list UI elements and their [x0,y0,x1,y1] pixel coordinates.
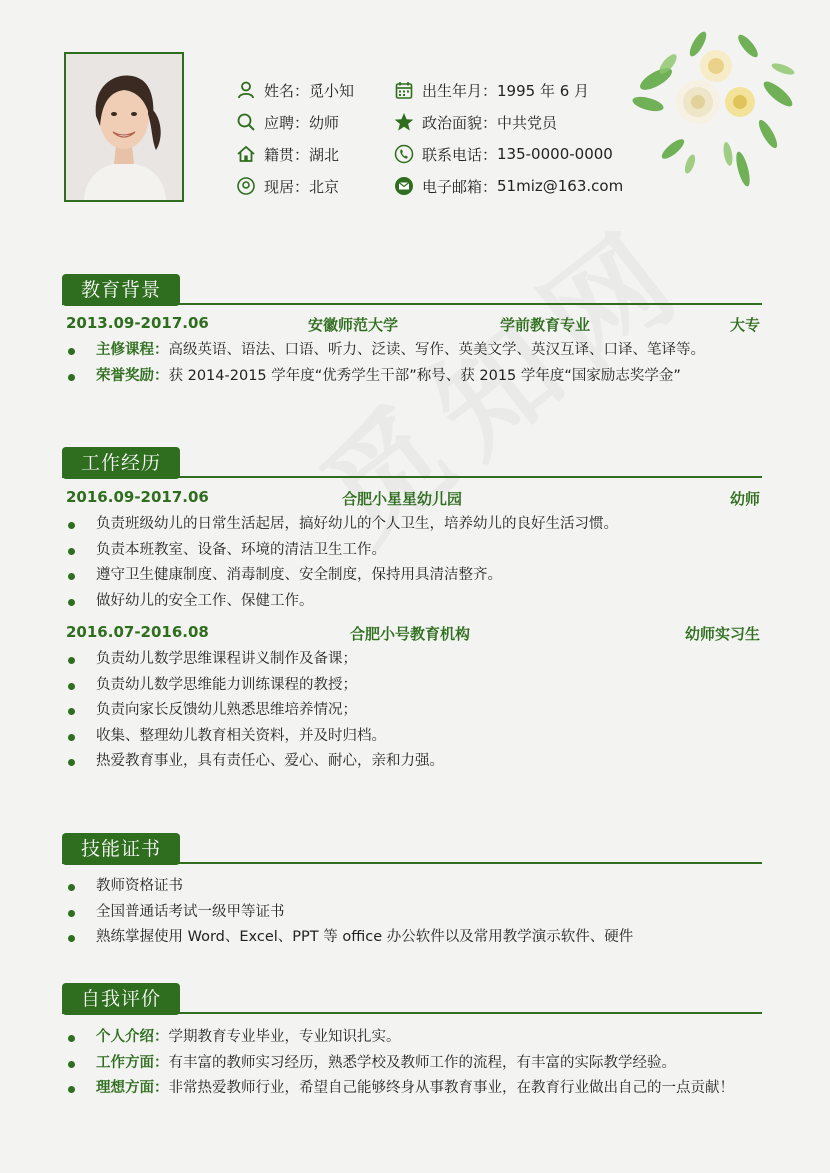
apply-label: 应聘： [264,113,310,132]
work-heading: 工作经历 [62,447,180,479]
profile-photo [64,52,184,202]
search-icon [236,112,256,132]
info-phone [394,142,613,166]
phone-label: 联系电话： [422,145,498,164]
user-icon [236,80,256,100]
education-heading: 教育背景 [62,274,180,306]
residence-value: 北京 [309,177,340,196]
info-birth [394,78,589,102]
origin-label: 籍贯： [264,145,310,164]
item-label: 个人介绍： [96,1029,169,1045]
job-period: 2016.09-2017.06 [66,488,209,506]
list-item [66,1025,766,1051]
info-email [394,174,623,198]
star-icon [394,112,414,132]
job-period: 2016.07-2016.08 [66,623,209,641]
mail-icon [394,176,414,196]
list-item [66,338,766,364]
job-entry-head [66,488,760,510]
list-item: 热爱教育事业，具有责任心、爱心、耐心，亲和力强。 [66,749,766,775]
job-role: 幼师实习生 [684,625,760,643]
list-item: 收集、整理幼儿教育相关资料，并及时归档。 [66,724,766,750]
email-label: 电子邮箱： [422,177,498,196]
education-list [66,338,766,389]
education-degree: 大专 [729,316,760,334]
skills-list [66,874,766,951]
list-item: 做好幼儿的安全工作、保健工作。 [66,589,766,615]
education-entry-head [66,314,760,336]
name-label: 姓名： [264,81,310,100]
job-company: 合肥小号教育机构 [350,625,471,643]
item-text: 高级英语、语法、口语、听力、泛读、写作、英美文学、英汉互译、口译、笔译等。 [168,342,705,358]
apply-value: 幼师 [309,113,340,132]
item-label: 理想方面： [96,1080,169,1096]
item-label: 主修课程： [96,342,169,358]
list-item: 遵守卫生健康制度、消毒制度、安全制度，保持用具清洁整齐。 [66,563,766,589]
birth-label: 出生年月： [422,81,498,100]
self-heading: 自我评价 [62,983,180,1015]
email-value: 51miz@163.com [497,177,624,195]
info-name [236,78,354,102]
education-major: 学前教育专业 [500,316,591,334]
name-value: 觅小知 [309,81,355,100]
list-item: 熟练掌握使用 Word、Excel、PPT 等 office 办公软件以及常用教学演示软件、硬件 [66,925,766,951]
list-item: 负责本班教室、设备、环境的清洁卫生工作。 [66,538,766,564]
politics-label: 政治面貌： [422,113,498,132]
list-item: 负责幼儿数学思维课程讲义制作及备课； [66,647,766,673]
job-company: 合肥小星星幼儿园 [342,490,463,508]
list-item: 教师资格证书 [66,874,766,900]
info-apply [236,110,339,134]
item-text: 非常热爱教师行业，希望自己能够终身从事教育事业，在教育行业做出自己的一点贡献！ [168,1080,734,1096]
list-item: 负责幼儿数学思维能力训练课程的教授； [66,673,766,699]
job-duties-list [66,512,766,614]
list-item: 负责班级幼儿的日常生活起居，搞好幼儿的个人卫生，培养幼儿的良好生活习惯。 [66,512,766,538]
info-origin [236,142,339,166]
item-text: 有丰富的教师实习经历，熟悉学校及教师工作的流程，有丰富的实际教学经验。 [168,1054,676,1071]
item-label: 工作方面： [96,1054,169,1071]
politics-value: 中共党员 [497,113,558,132]
origin-value: 湖北 [309,145,340,164]
info-residence [236,174,339,198]
job-role: 幼师 [729,490,760,508]
list-item: 负责向家长反馈幼儿熟悉思维培养情况； [66,698,766,724]
item-text: 获 2014-2015 学年度“优秀学生干部”称号、获 2015 学年度“国家励志奖学金” [168,367,681,384]
flower-decoration [628,24,798,189]
birth-value: 1995 年 6 月 [497,81,590,100]
location-icon [236,176,256,196]
list-item [66,364,766,390]
info-politics [394,110,557,134]
phone-icon [394,144,414,164]
self-list [66,1025,766,1102]
list-item [66,1051,766,1077]
job-duties-list [66,647,766,775]
list-item [66,1076,766,1102]
item-text: 学期教育专业毕业，专业知识扎实。 [168,1029,401,1045]
list-item: 全国普通话考试一级甲等证书 [66,900,766,926]
item-label: 荣誉奖励： [96,367,169,384]
education-period: 2013.09-2017.06 [66,314,209,332]
education-school: 安徽师范大学 [308,316,399,334]
skills-heading: 技能证书 [62,833,180,865]
home-icon [236,144,256,164]
residence-label: 现居： [264,177,310,196]
phone-value: 135-0000-0000 [497,145,613,163]
calendar-icon [394,80,414,100]
job-entry-head [66,623,760,645]
